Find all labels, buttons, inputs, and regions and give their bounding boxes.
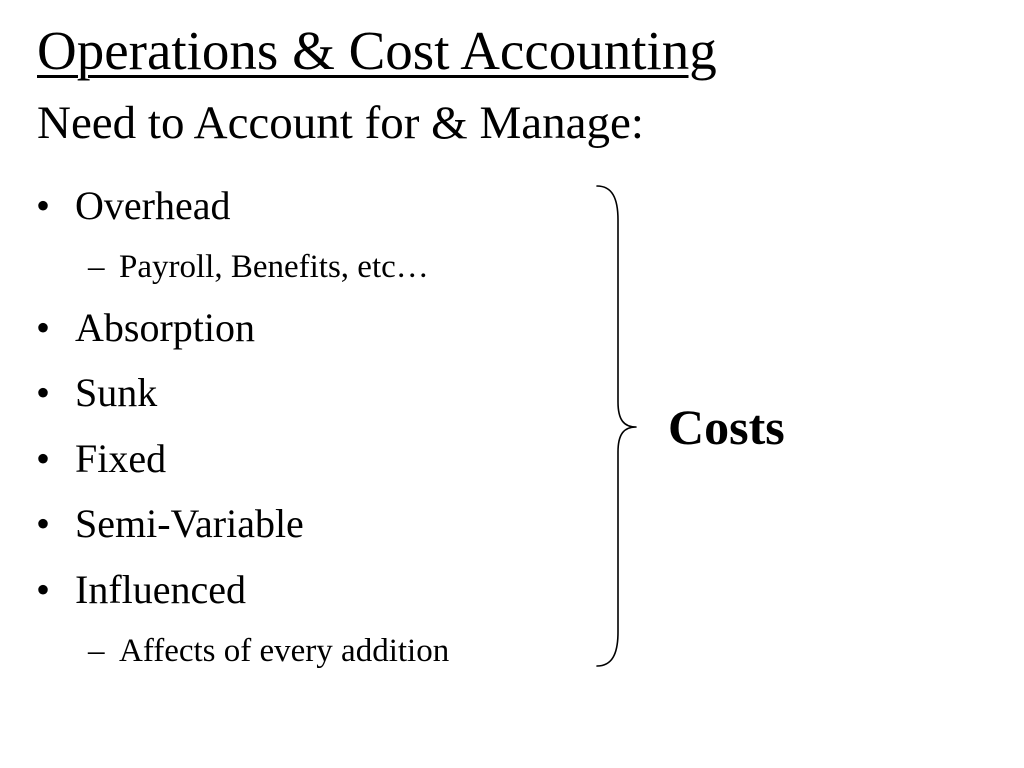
costs-label: Costs [668,399,785,455]
bullet-marker: • [36,183,51,228]
bullet-text: Semi-Variable [75,501,304,546]
sub-bullet-marker: – [88,249,105,285]
bullet-item-overhead [36,182,230,230]
right-curly-brace [592,184,642,668]
slide-subtitle: Need to Account for & Manage: [37,97,644,149]
sub-bullet-text: Payroll, Benefits, etc… [119,249,429,285]
bullet-marker: • [36,567,51,612]
bullet-marker: • [36,436,51,481]
bullet-text: Fixed [75,436,167,481]
bullet-item-sunk [36,369,157,417]
slide-title: Operations & Cost Accounting [37,20,717,81]
bullet-marker: • [36,501,51,546]
bullet-item-fixed [36,435,166,483]
bullet-item-absorption [36,304,255,352]
bullet-marker: • [36,370,51,415]
sub-bullet-text: Affects of every addition [119,633,450,669]
bullet-text: Influenced [75,567,247,612]
bullet-marker: • [36,305,51,350]
sub-bullet-marker: – [88,633,105,669]
bullet-text: Absorption [75,305,255,350]
bullet-item-semi-variable [36,500,304,548]
bullet-text: Sunk [75,370,158,415]
bullet-item-influenced [36,566,246,614]
sub-bullet-item-affects [88,631,449,671]
sub-bullet-item-payroll [88,247,429,287]
bullet-text: Overhead [75,183,231,228]
